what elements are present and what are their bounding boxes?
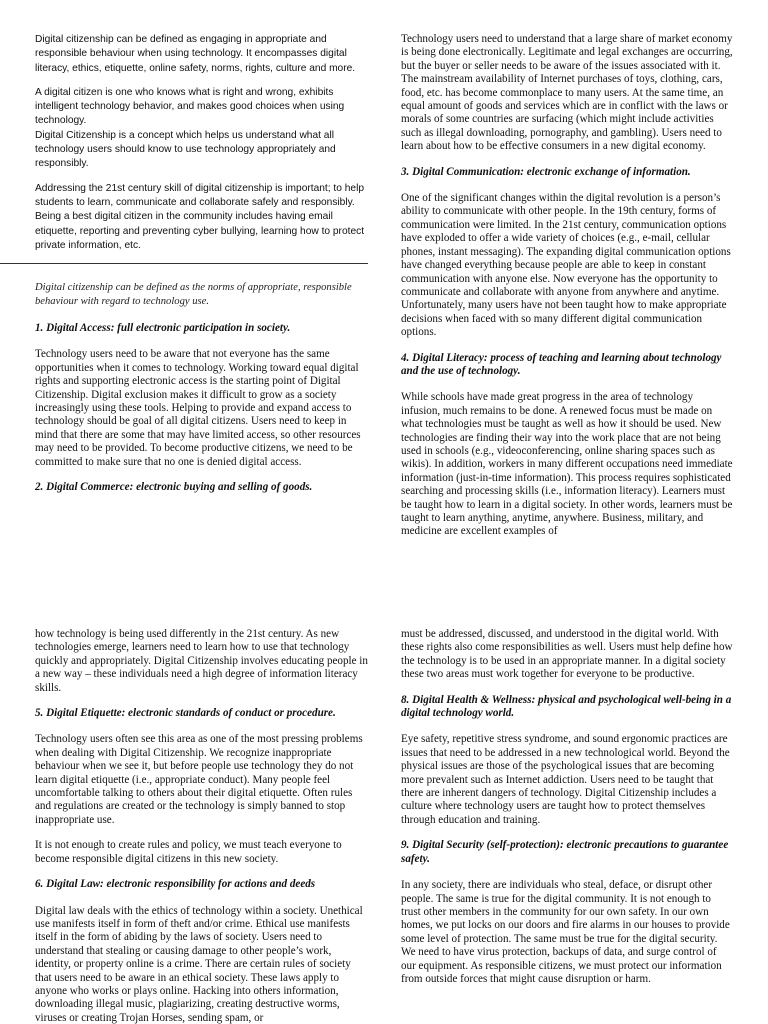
section-divider [0,263,368,264]
left-column [35,628,370,1024]
section-heading: 5. Digital Etiquette: electronic standards of conduct or procedure. [35,707,336,720]
body-paragraph: Eye safety, repetitive stress syndrome, and sound ergonomic practices are issues that need to be addressed in a new technological world. Beyond the physical issues are those of the psychological issues that are becoming more prevalent such as Internet addiction. Users need to be taught that there are inherent dangers of technology. Digital Citizenship includes a culture where technology users are taught how to protect themselves through education and training. [401,733,730,826]
intro-paragraph: Digital Citizenship is a concept which helps us understand what all technology users should know to use technology appropriately and responsibly. [35,129,336,170]
definition-text: Digital citizenship can be defined as the norms of appropriate, responsible behaviour with regard to technology use. [35,282,352,307]
body-paragraph: While schools have made great progress in the area of technology infusion, much remains to be done. A renewed focus must be made on what technologies must be taught as well as how it should be used. New technologies are finding their way into the work place that are not being used in schools (e.g., videoconferencing, online sharing spaces such as wikis). In addition, workers in many different occupations need immediate information (just-in-time information). This process requires sophisticated searching and processing skills (i.e., information literacy). Learners must be taught how to learn in a digital society. In other words, learners must be taught to learn anything, anytime, anywhere. Business, military, and medicine are excellent examples of [401,391,733,538]
body-paragraph: Technology users need to understand that a large share of market economy is being done electronically. Legitimate and legal exchanges are occurring, but the buyer or seller needs to be aware of the issues associated with it. The mainstream availability of Internet purchases of toys, clothing, cars, food, etc. has become commonplace to many users. At the same time, an equal amount of goods and services which are in conflict with the laws or morals of some countries are surfacing (which might include activities such as illegal downloading, pornography, and gambling). Users need to learn about how to be effective consumers in a new digital economy. [401,33,733,153]
section-heading: 4. Digital Literacy: process of teaching and learning about technology and the use of technology. [401,351,722,377]
right-column [401,628,733,998]
section-heading: 9. Digital Security (self-protection): electronic precautions to guarantee safety. [401,839,729,865]
body-paragraph: One of the significant changes within the digital revolution is a person’s ability to communicate with other people. In the 19th century, forms of communication were limited. In the 21st century, communication options have exploded to offer a wide variety of choices (e.g., e-mail, cellular phones, instant messaging). The expanding digital communication options have changed everything because people are able to keep in constant communication with anyone else. Now everyone has the opportunity to communicate and collaborate with anyone from anywhere and anytime. Unfortunately, many users have not been taught how to make appropriate decisions when faced with so many different digital communication options. [401,192,731,339]
body-paragraph: how technology is being used differently in the 21st century. As new technologies emerge, learners need to learn how to use that technology quickly and appropriately. Digital Citizenship involves educating people in a new way – these individuals need a high degree of information literacy skills. [35,628,368,694]
section-heading: 6. Digital Law: electronic responsibility for actions and deeds [35,878,316,891]
document-page-2 [0,620,768,1024]
body-paragraph: must be addressed, discussed, and understood in the digital world. With these rights also come responsibilities as well. Users must help define how the technology is to be used in an appropriate manner. In a digital society these two areas must work together for everyone to be productive. [401,628,733,681]
body-paragraph: Technology users often see this area as one of the most pressing problems when dealing with Digital Citizenship. We recognize inappropriate behaviour when we see it, but before people use technology they do not learn digital etiquette (i.e., appropriate conduct). Many people feel uncomfortable talking to others about their digital etiquette. Often rules and regulations are created or the technology is simply banned to stop inappropriate use. [35,733,363,826]
intro-paragraph: Addressing the 21st century skill of digital citizenship is important; to help students to learn, communicate and collaborate safely and responsibly. Being a best digital citizen in the community includes having email etiquette, reporting and preventing cyber bullying, learning how to protect private information, etc. [35,182,365,251]
section-heading: 8. Digital Health & Wellness: physical and psychological well-being in a digital technology world. [401,693,732,720]
section-heading: 1. Digital Access: full electronic participation in society. [35,321,291,334]
intro-paragraph: A digital citizen is one who knows what is right and wrong, exhibits intelligent technology behavior, and makes good choices when using technology. [35,86,345,127]
body-paragraph: Digital law deals with the ethics of technology within a society. Unethical use manifests itself in form of theft and/or crime. Ethical use manifests itself in the form of abiding by the laws of society. Users need to understand that stealing or causing damage to other people’s work, identity, or property online is a crime. There are certain rules of society that users need to be aware in an ethical society. These laws apply to anyone who works or plays online. Hacking into others information, downloading illegal music, plagiarizing, creating destructive worms, viruses or creating Trojan Horses, sending spam, or [35,904,363,1024]
body-paragraph: Technology users need to be aware that not everyone has the same opportunities when it comes to technology. Working toward equal digital rights and supporting electronic access is the starting point of Digital Citizenship. Digital exclusion makes it difficult to grow as a society increasingly using these tools. Helping to provide and expand access to technology should be goal of all digital citizens. Users need to keep in mind that there are some that may have limited access, so other resources may need to be provided. To become productive citizens, we need to be committed to make sure that no one is denied digital access. [35,348,361,468]
body-paragraph: It is not enough to create rules and policy, we must teach everyone to become responsible digital citizens in this new society. [35,839,342,865]
left-column [35,33,370,507]
intro-paragraph: Digital citizenship can be defined as engaging in appropriate and responsible behaviour when using technology. It encompasses digital literacy, ethics, etiquette, online safety, norms, rights, culture and more. [35,34,356,74]
right-column [401,33,733,551]
section-heading: 2. Digital Commerce: electronic buying and selling of goods. [35,481,313,494]
section-heading: 3. Digital Communication: electronic exchange of information. [401,165,691,178]
body-paragraph: In any society, there are individuals who steal, deface, or disrupt other people. The same is true for the digital community. It is not enough to trust other members in the community for our own safety. In our own homes, we put locks on our doors and fire alarms in our houses to provide some level of protection. The same must be true for the digital security. We need to have virus protection, backups of data, and surge control of our equipment. As responsible citizens, we must protect our information from outside forces that might cause disruption or harm. [401,879,730,985]
